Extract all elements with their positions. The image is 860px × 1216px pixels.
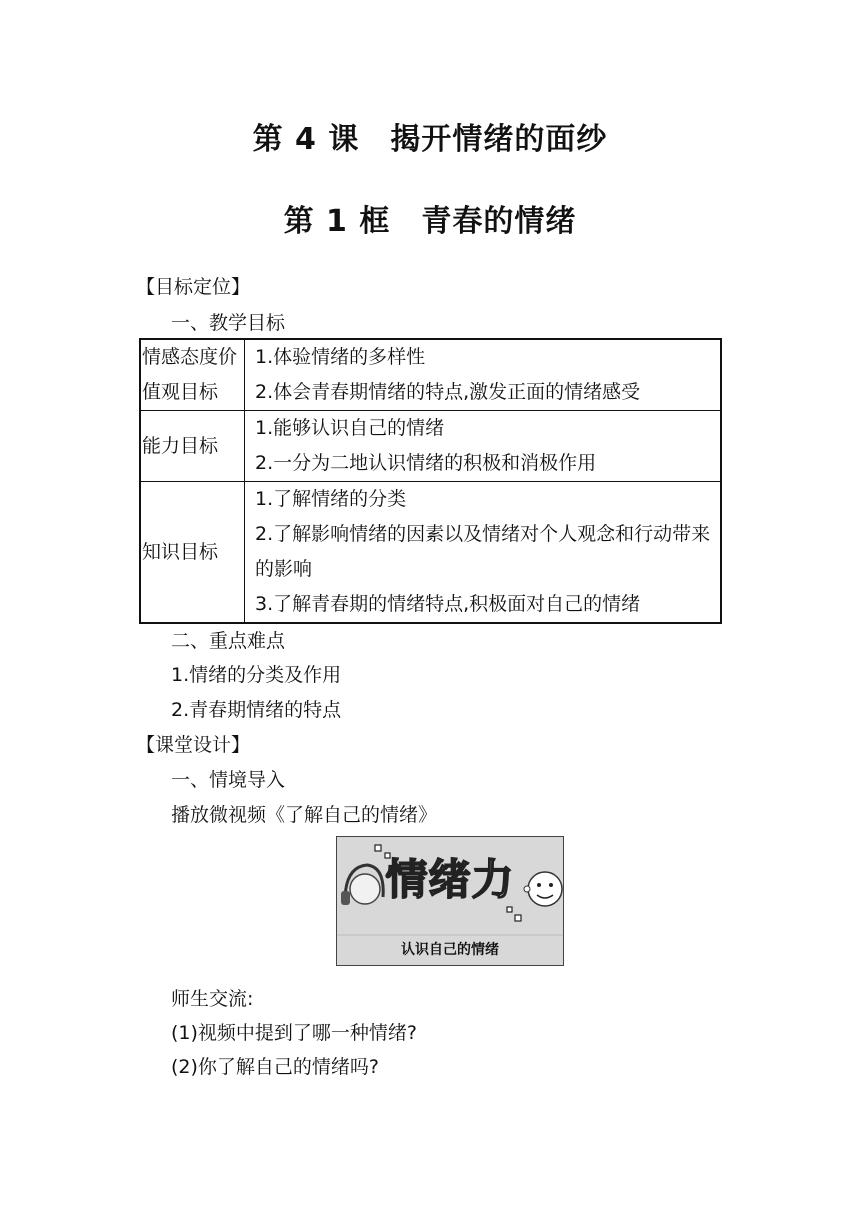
key-points-heading: 二、重点难点 <box>171 630 286 652</box>
goal-item: 2.了解影响情绪的因素以及情绪对个人观念和行动带来的影响 <box>255 523 711 580</box>
class-design-header: 【课堂设计】 <box>136 734 251 756</box>
goal-item: 2.一分为二地认识情绪的积极和消极作用 <box>255 452 597 474</box>
question-item: (1)视频中提到了哪一种情绪? <box>171 1022 417 1044</box>
goal-items <box>245 482 722 624</box>
lesson-title: 第 4 课 揭开情绪的面纱 <box>252 122 608 157</box>
goal-items <box>245 411 722 482</box>
discussion-label: 师生交流: <box>171 988 254 1010</box>
goal-label: 能力目标 <box>140 411 245 482</box>
table-row <box>140 482 721 624</box>
goal-item: 2.体会青春期情绪的特点,激发正面的情绪感受 <box>255 381 641 403</box>
goal-header: 【目标定位】 <box>136 276 251 298</box>
intro-heading: 一、情境导入 <box>171 769 286 791</box>
section-title: 第 1 框 青春的情绪 <box>283 204 577 239</box>
goal-item: 3.了解青春期的情绪特点,积极面对自己的情绪 <box>255 593 641 615</box>
goal-items <box>245 339 722 411</box>
goal-item: 1.了解情绪的分类 <box>255 488 407 510</box>
question-item: (2)你了解自己的情绪吗? <box>171 1056 379 1078</box>
video-thumbnail <box>336 836 564 966</box>
teaching-goals-heading: 一、教学目标 <box>171 312 286 334</box>
goal-item: 1.体验情绪的多样性 <box>255 346 426 368</box>
key-point-item: 2.青春期情绪的特点 <box>171 699 342 721</box>
goal-label: 情感态度价值观目标 <box>140 339 245 411</box>
goal-label: 知识目标 <box>140 482 245 624</box>
video-line: 播放微视频《了解自己的情绪》 <box>171 804 438 826</box>
key-point-item: 1.情绪的分类及作用 <box>171 664 342 686</box>
goal-item: 1.能够认识自己的情绪 <box>255 417 445 439</box>
video-title: 情绪力 <box>385 855 515 904</box>
table-row <box>140 339 721 411</box>
video-caption: 认识自己的情绪 <box>401 942 499 958</box>
table-row <box>140 411 721 482</box>
goals-table <box>139 338 722 624</box>
